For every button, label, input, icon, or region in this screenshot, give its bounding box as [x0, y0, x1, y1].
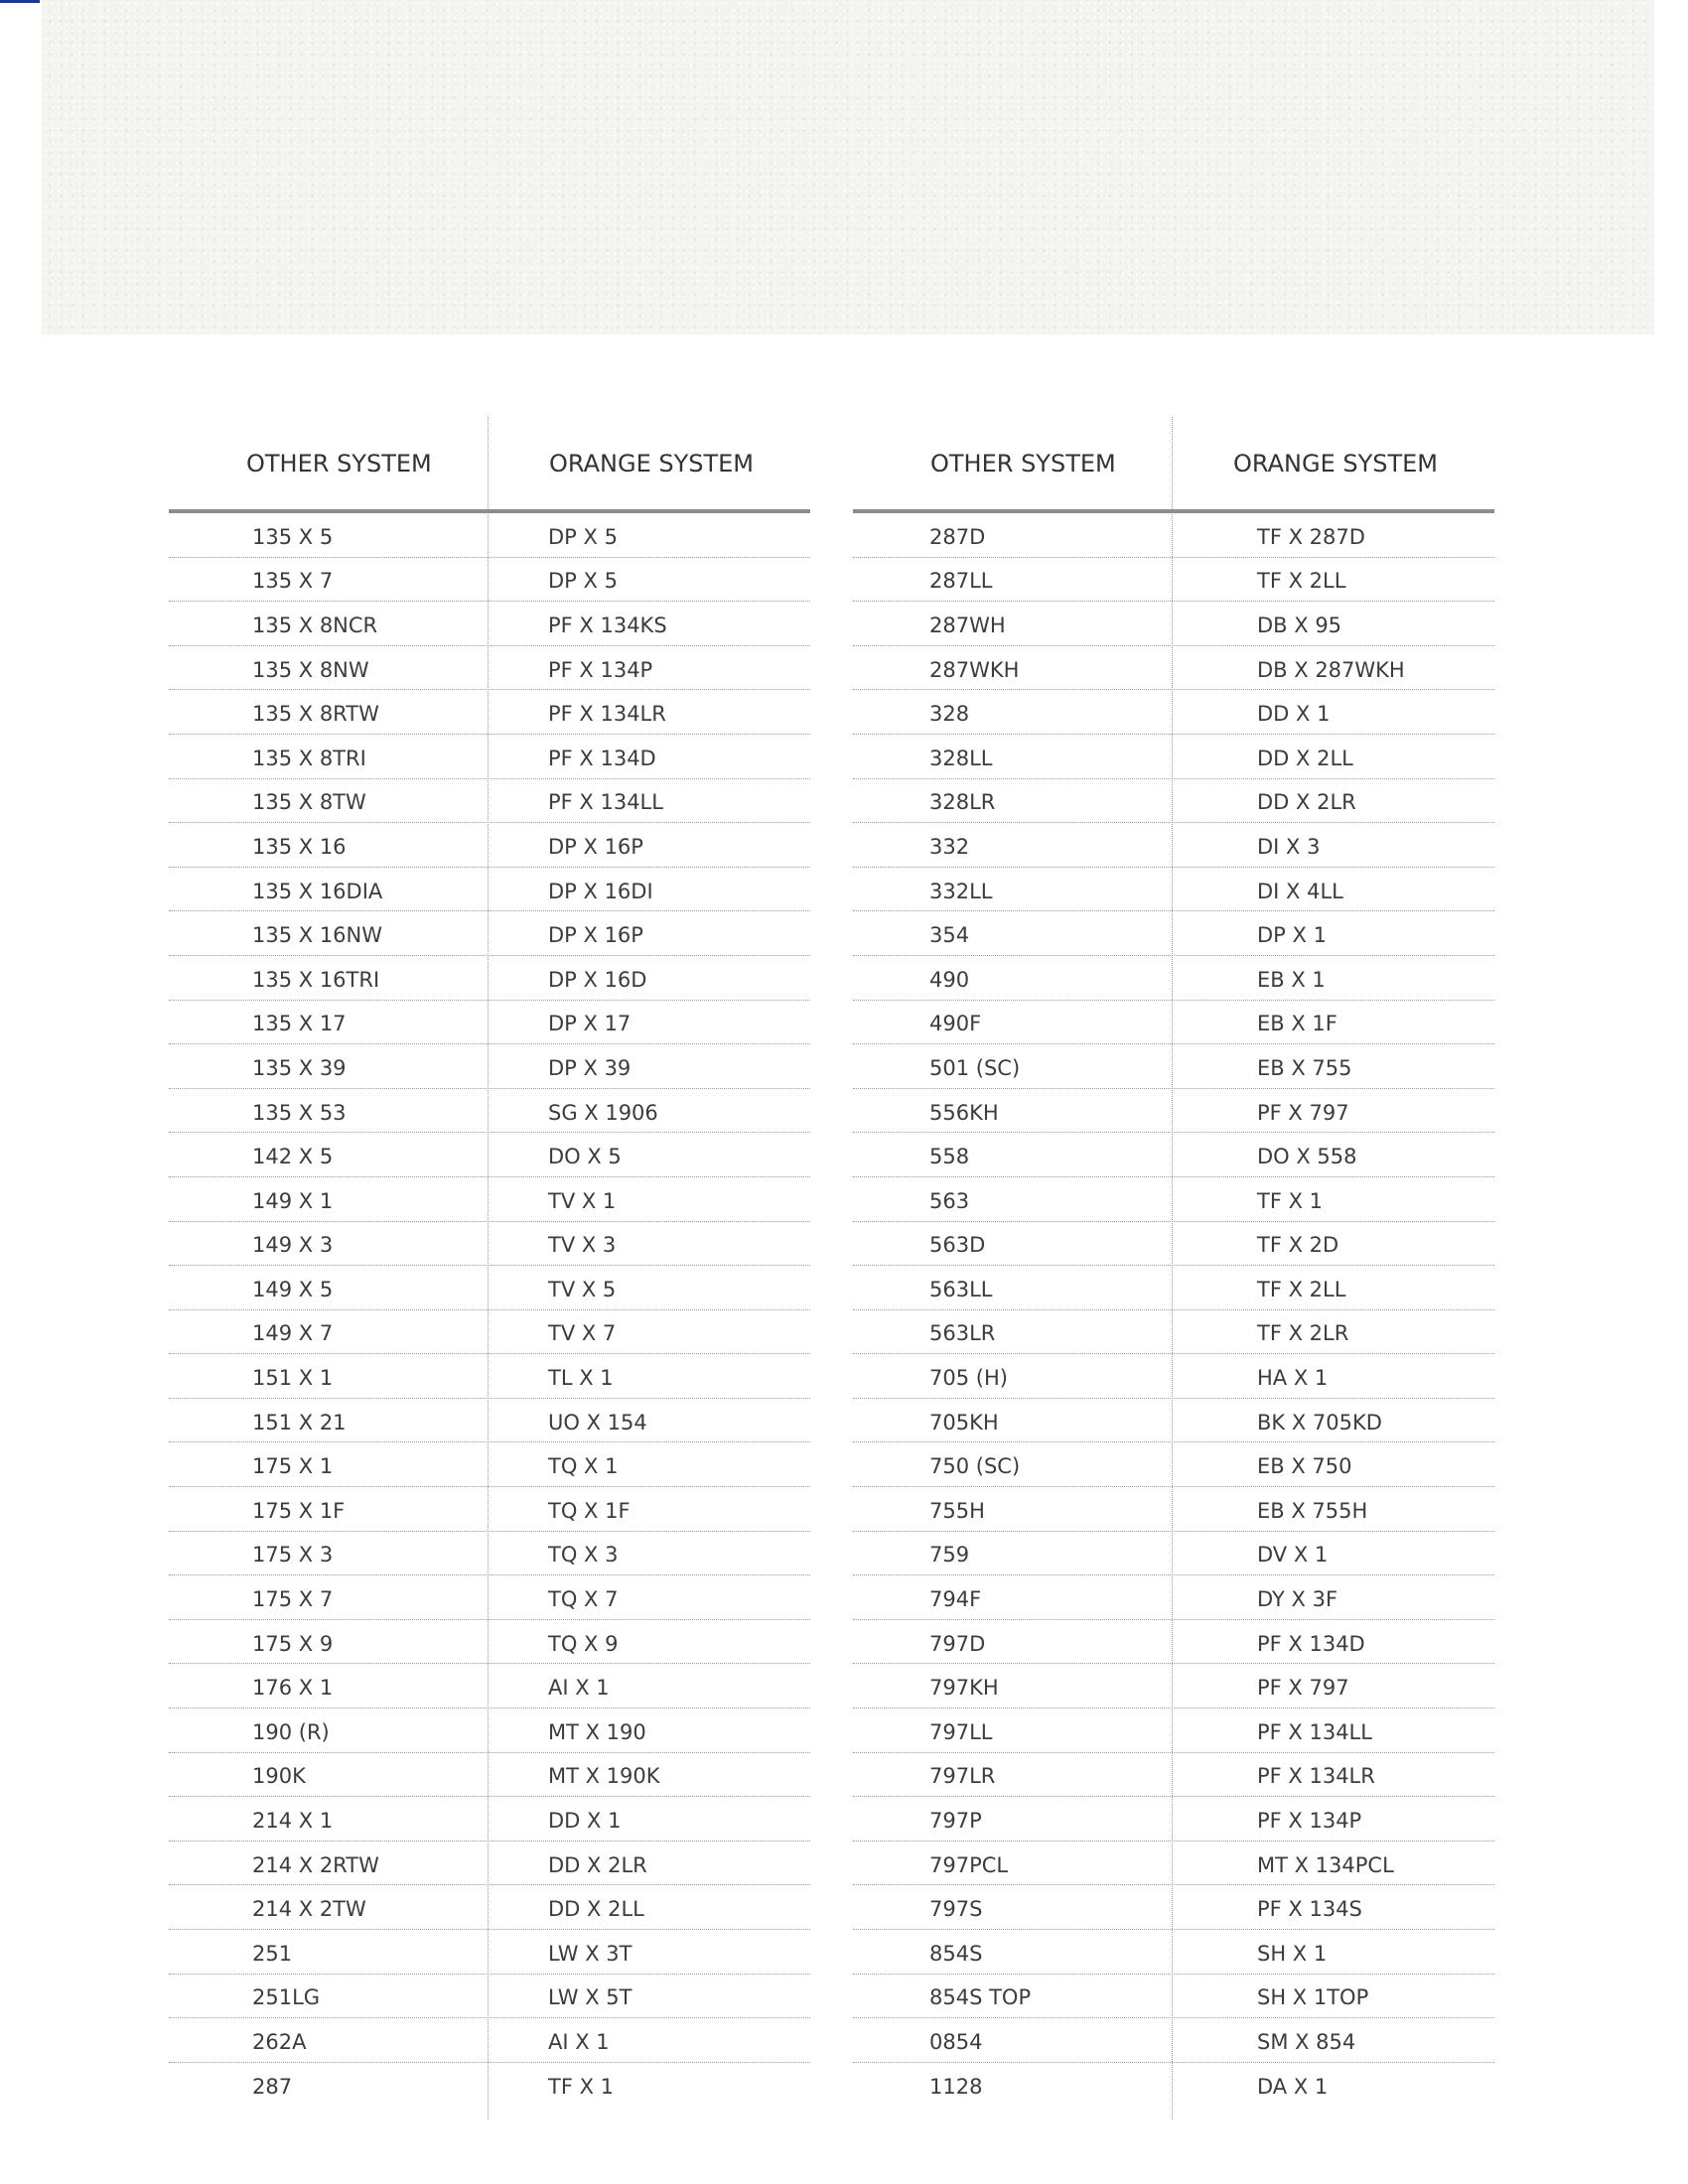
- table-row: [853, 1620, 1494, 1665]
- orange-system-cell: SH X 1: [1257, 1941, 1328, 1966]
- table-row: [169, 868, 810, 912]
- other-system-cell: 558: [929, 1145, 970, 1169]
- other-system-cell: 287WH: [929, 613, 1006, 637]
- other-system-cell: 175 X 1: [252, 1454, 334, 1479]
- other-system-cell: 135 X 7: [252, 569, 334, 594]
- table-row: [169, 558, 810, 603]
- other-system-cell: 287LL: [929, 569, 993, 594]
- other-system-cell: 797LR: [929, 1764, 996, 1789]
- orange-system-cell: DA X 1: [1257, 2075, 1329, 2100]
- orange-system-cell: PF X 134S: [1257, 1897, 1362, 1922]
- other-system-cell: 135 X 39: [252, 1055, 347, 1080]
- other-system-cell: 854S: [929, 1941, 983, 1966]
- other-system-cell: 750 (SC): [929, 1454, 1021, 1479]
- other-system-cell: 190 (R): [252, 1719, 330, 1744]
- other-system-cell: 854S TOP: [929, 1985, 1032, 2010]
- orange-system-cell: MT X 190: [548, 1719, 646, 1744]
- table-row: [169, 1797, 810, 1842]
- orange-system-cell: BK X 705KD: [1257, 1410, 1382, 1434]
- orange-system-cell: EB X 750: [1257, 1454, 1352, 1479]
- orange-system-cell: DP X 5: [548, 569, 618, 594]
- table-row: [853, 1797, 1494, 1842]
- orange-system-cell: TF X 1: [1257, 1188, 1324, 1213]
- corner-mark: [0, 0, 40, 3]
- table-row: [853, 1753, 1494, 1798]
- orange-system-cell: TL X 1: [548, 1366, 614, 1391]
- orange-system-cell: DP X 39: [548, 1055, 632, 1080]
- other-system-cell: 135 X 16TRI: [252, 967, 380, 992]
- orange-system-cell: PF X 134LR: [548, 702, 666, 727]
- other-system-cell: 214 X 2RTW: [252, 1852, 379, 1877]
- table-row: [853, 1222, 1494, 1267]
- table-row: [853, 1177, 1494, 1222]
- orange-system-cell: TF X 1: [548, 2075, 615, 2100]
- other-system-cell: 214 X 1: [252, 1809, 334, 1834]
- other-system-cell: 135 X 8TW: [252, 790, 366, 815]
- orange-system-cell: DD X 1: [548, 1809, 622, 1834]
- table-row: [853, 2018, 1494, 2063]
- orange-system-cell: DD X 2LR: [1257, 790, 1356, 815]
- orange-system-cell: PF X 134D: [1257, 1631, 1365, 1656]
- other-system-cell: 214 X 2TW: [252, 1897, 366, 1922]
- table-row: [169, 1442, 810, 1487]
- other-system-cell: 797LL: [929, 1719, 993, 1744]
- other-system-cell: 563: [929, 1188, 970, 1213]
- other-system-cell: 755H: [929, 1498, 985, 1523]
- other-system-cell: 135 X 8NCR: [252, 613, 378, 637]
- table-row: [169, 1222, 810, 1267]
- other-system-cell: 328LL: [929, 746, 993, 770]
- other-system-cell: 287: [252, 2075, 293, 2100]
- orange-system-cell: PF X 134LR: [1257, 1764, 1375, 1789]
- table-body: [169, 513, 810, 2107]
- table-row: [169, 735, 810, 779]
- orange-system-cell: DP X 17: [548, 1012, 632, 1036]
- table-row: [853, 513, 1494, 558]
- orange-system-cell: DY X 3F: [1257, 1587, 1338, 1612]
- other-system-cell: 287D: [929, 524, 986, 549]
- table-row: [853, 1708, 1494, 1753]
- orange-system-cell: PF X 134P: [548, 657, 653, 682]
- table-row: [853, 911, 1494, 956]
- table-row: [853, 1001, 1494, 1045]
- table-row: [169, 1930, 810, 1975]
- table-row: [169, 956, 810, 1001]
- orange-system-cell: TQ X 7: [548, 1587, 619, 1612]
- table-row: [169, 1575, 810, 1620]
- other-system-cell: 135 X 17: [252, 1012, 347, 1036]
- table-row: [169, 2063, 810, 2108]
- orange-system-cell: EB X 1: [1257, 967, 1326, 992]
- orange-system-cell: TQ X 9: [548, 1631, 619, 1656]
- table-row: [169, 1753, 810, 1798]
- orange-system-cell: DP X 1: [1257, 923, 1327, 948]
- orange-system-cell: AI X 1: [548, 1676, 610, 1701]
- other-system-cell: 175 X 7: [252, 1587, 334, 1612]
- orange-system-cell: TV X 5: [548, 1277, 617, 1301]
- table-row: [169, 1310, 810, 1355]
- table-row: [169, 1708, 810, 1753]
- table-row: [169, 1177, 810, 1222]
- table-row: [853, 823, 1494, 868]
- other-system-cell: 175 X 9: [252, 1631, 334, 1656]
- other-system-cell: 149 X 1: [252, 1188, 334, 1213]
- table-row: [853, 646, 1494, 691]
- header-orange-system: ORANGE SYSTEM: [549, 450, 755, 478]
- other-system-cell: 135 X 53: [252, 1100, 347, 1125]
- table-row: [169, 1399, 810, 1443]
- other-system-cell: 175 X 1F: [252, 1498, 346, 1523]
- orange-system-cell: TQ X 1F: [548, 1498, 631, 1523]
- orange-system-cell: DP X 16P: [548, 834, 643, 859]
- table-row: [853, 1842, 1494, 1886]
- conversion-table-right: [853, 417, 1494, 2107]
- table-row: [853, 735, 1494, 779]
- orange-system-cell: DO X 5: [548, 1145, 622, 1169]
- other-system-cell: 490F: [929, 1012, 982, 1036]
- other-system-cell: 797KH: [929, 1676, 999, 1701]
- other-system-cell: 794F: [929, 1587, 982, 1612]
- table-header: [853, 417, 1494, 513]
- table-row: [169, 1001, 810, 1045]
- table-row: [169, 1133, 810, 1177]
- orange-system-cell: SH X 1TOP: [1257, 1985, 1369, 2010]
- table-row: [169, 690, 810, 735]
- table-row: [169, 823, 810, 868]
- orange-system-cell: EB X 755: [1257, 1055, 1352, 1080]
- orange-system-cell: TF X 2LL: [1257, 1277, 1346, 1301]
- table-row: [853, 1975, 1494, 2019]
- table-row: [169, 1266, 810, 1310]
- other-system-cell: 175 X 3: [252, 1543, 334, 1568]
- table-row: [853, 1930, 1494, 1975]
- orange-system-cell: TV X 3: [548, 1233, 617, 1258]
- other-system-cell: 797PCL: [929, 1852, 1009, 1877]
- other-system-cell: 149 X 3: [252, 1233, 334, 1258]
- textured-header-band: [42, 0, 1654, 335]
- other-system-cell: 0854: [929, 2029, 983, 2054]
- other-system-cell: 149 X 5: [252, 1277, 334, 1301]
- other-system-cell: 149 X 7: [252, 1321, 334, 1346]
- table-row: [169, 1885, 810, 1930]
- table-row: [169, 646, 810, 691]
- other-system-cell: 135 X 16DIA: [252, 879, 383, 903]
- orange-system-cell: LW X 3T: [548, 1941, 633, 1966]
- other-system-cell: 135 X 8RTW: [252, 702, 379, 727]
- orange-system-cell: TF X 2D: [1257, 1233, 1339, 1258]
- orange-system-cell: PF X 797: [1257, 1676, 1349, 1701]
- orange-system-cell: PF X 134P: [1257, 1809, 1362, 1834]
- orange-system-cell: PF X 134KS: [548, 613, 667, 637]
- other-system-cell: 135 X 8TRI: [252, 746, 366, 770]
- header-other-system: OTHER SYSTEM: [930, 450, 1116, 478]
- other-system-cell: 490: [929, 967, 970, 992]
- table-row: [169, 2018, 810, 2063]
- table-row: [853, 1532, 1494, 1576]
- orange-system-cell: TF X 287D: [1257, 524, 1365, 549]
- orange-system-cell: DO X 558: [1257, 1145, 1357, 1169]
- table-row: [169, 1532, 810, 1576]
- table-row: [853, 1354, 1494, 1399]
- orange-system-cell: PF X 134D: [548, 746, 656, 770]
- table-row: [853, 1133, 1494, 1177]
- other-system-cell: 563LR: [929, 1321, 996, 1346]
- table-row: [853, 1885, 1494, 1930]
- table-row: [853, 1442, 1494, 1487]
- table-row: [853, 956, 1494, 1001]
- other-system-cell: 262A: [252, 2029, 307, 2054]
- orange-system-cell: DI X 3: [1257, 834, 1321, 859]
- table-row: [169, 1089, 810, 1134]
- orange-system-cell: LW X 5T: [548, 1985, 633, 2010]
- orange-system-cell: PF X 797: [1257, 1100, 1349, 1125]
- other-system-cell: 328LR: [929, 790, 996, 815]
- table-row: [853, 1310, 1494, 1355]
- orange-system-cell: TQ X 1: [548, 1454, 619, 1479]
- header-other-system: OTHER SYSTEM: [246, 450, 432, 478]
- table-row: [169, 1620, 810, 1665]
- other-system-cell: 759: [929, 1543, 970, 1568]
- orange-system-cell: DP X 5: [548, 524, 618, 549]
- orange-system-cell: DP X 16DI: [548, 879, 653, 903]
- orange-system-cell: TV X 1: [548, 1188, 617, 1213]
- table-row: [853, 1487, 1494, 1532]
- other-system-cell: 332LL: [929, 879, 993, 903]
- table-row: [169, 602, 810, 646]
- orange-system-cell: DD X 2LR: [548, 1852, 647, 1877]
- other-system-cell: 354: [929, 923, 970, 948]
- orange-system-cell: DD X 1: [1257, 702, 1331, 727]
- orange-system-cell: EB X 755H: [1257, 1498, 1368, 1523]
- other-system-cell: 797S: [929, 1897, 983, 1922]
- orange-system-cell: UO X 154: [548, 1410, 647, 1434]
- orange-system-cell: DP X 16D: [548, 967, 647, 992]
- table-row: [853, 1575, 1494, 1620]
- table-row: [853, 1664, 1494, 1708]
- orange-system-cell: DV X 1: [1257, 1543, 1329, 1568]
- other-system-cell: 705 (H): [929, 1366, 1008, 1391]
- orange-system-cell: DD X 2LL: [1257, 746, 1353, 770]
- table-row: [853, 1089, 1494, 1134]
- table-row: [853, 602, 1494, 646]
- orange-system-cell: DD X 2LL: [548, 1897, 644, 1922]
- orange-system-cell: PF X 134LL: [548, 790, 663, 815]
- orange-system-cell: AI X 1: [548, 2029, 610, 2054]
- orange-system-cell: MT X 134PCL: [1257, 1852, 1394, 1877]
- other-system-cell: 332: [929, 834, 970, 859]
- table-row: [169, 1044, 810, 1089]
- other-system-cell: 142 X 5: [252, 1145, 334, 1169]
- table-header: [169, 417, 810, 513]
- table-row: [853, 868, 1494, 912]
- table-row: [169, 911, 810, 956]
- table-row: [169, 513, 810, 558]
- orange-system-cell: DB X 95: [1257, 613, 1342, 637]
- table-row: [169, 1975, 810, 2019]
- other-system-cell: 1128: [929, 2075, 983, 2100]
- other-system-cell: 135 X 8NW: [252, 657, 369, 682]
- other-system-cell: 563D: [929, 1233, 986, 1258]
- table-row: [853, 1266, 1494, 1310]
- orange-system-cell: DP X 16P: [548, 923, 643, 948]
- table-row: [169, 779, 810, 824]
- orange-system-cell: PF X 134LL: [1257, 1719, 1372, 1744]
- orange-system-cell: HA X 1: [1257, 1366, 1329, 1391]
- table-row: [169, 1664, 810, 1708]
- other-system-cell: 287WKH: [929, 657, 1020, 682]
- other-system-cell: 135 X 16NW: [252, 923, 383, 948]
- table-row: [853, 2063, 1494, 2108]
- table-row: [853, 1399, 1494, 1443]
- other-system-cell: 556KH: [929, 1100, 999, 1125]
- table-body: [853, 513, 1494, 2107]
- table-row: [853, 690, 1494, 735]
- other-system-cell: 705KH: [929, 1410, 999, 1434]
- table-row: [169, 1354, 810, 1399]
- other-system-cell: 251: [252, 1941, 293, 1966]
- other-system-cell: 501 (SC): [929, 1055, 1021, 1080]
- other-system-cell: 797P: [929, 1809, 982, 1834]
- other-system-cell: 563LL: [929, 1277, 993, 1301]
- orange-system-cell: TF X 2LR: [1257, 1321, 1349, 1346]
- other-system-cell: 151 X 1: [252, 1366, 334, 1391]
- orange-system-cell: SG X 1906: [548, 1100, 658, 1125]
- table-row: [853, 558, 1494, 603]
- orange-system-cell: EB X 1F: [1257, 1012, 1337, 1036]
- other-system-cell: 797D: [929, 1631, 986, 1656]
- other-system-cell: 190K: [252, 1764, 306, 1789]
- conversion-table-left: [169, 417, 810, 2107]
- table-row: [853, 1044, 1494, 1089]
- table-row: [853, 779, 1494, 824]
- other-system-cell: 176 X 1: [252, 1676, 334, 1701]
- other-system-cell: 151 X 21: [252, 1410, 347, 1434]
- orange-system-cell: TF X 2LL: [1257, 569, 1346, 594]
- other-system-cell: 135 X 5: [252, 524, 334, 549]
- other-system-cell: 251LG: [252, 1985, 321, 2010]
- other-system-cell: 135 X 16: [252, 834, 347, 859]
- table-row: [169, 1487, 810, 1532]
- orange-system-cell: TV X 7: [548, 1321, 617, 1346]
- orange-system-cell: SM X 854: [1257, 2029, 1356, 2054]
- orange-system-cell: TQ X 3: [548, 1543, 619, 1568]
- table-row: [169, 1842, 810, 1886]
- orange-system-cell: MT X 190K: [548, 1764, 660, 1789]
- header-orange-system: ORANGE SYSTEM: [1233, 450, 1439, 478]
- other-system-cell: 328: [929, 702, 970, 727]
- orange-system-cell: DB X 287WKH: [1257, 657, 1405, 682]
- orange-system-cell: DI X 4LL: [1257, 879, 1343, 903]
